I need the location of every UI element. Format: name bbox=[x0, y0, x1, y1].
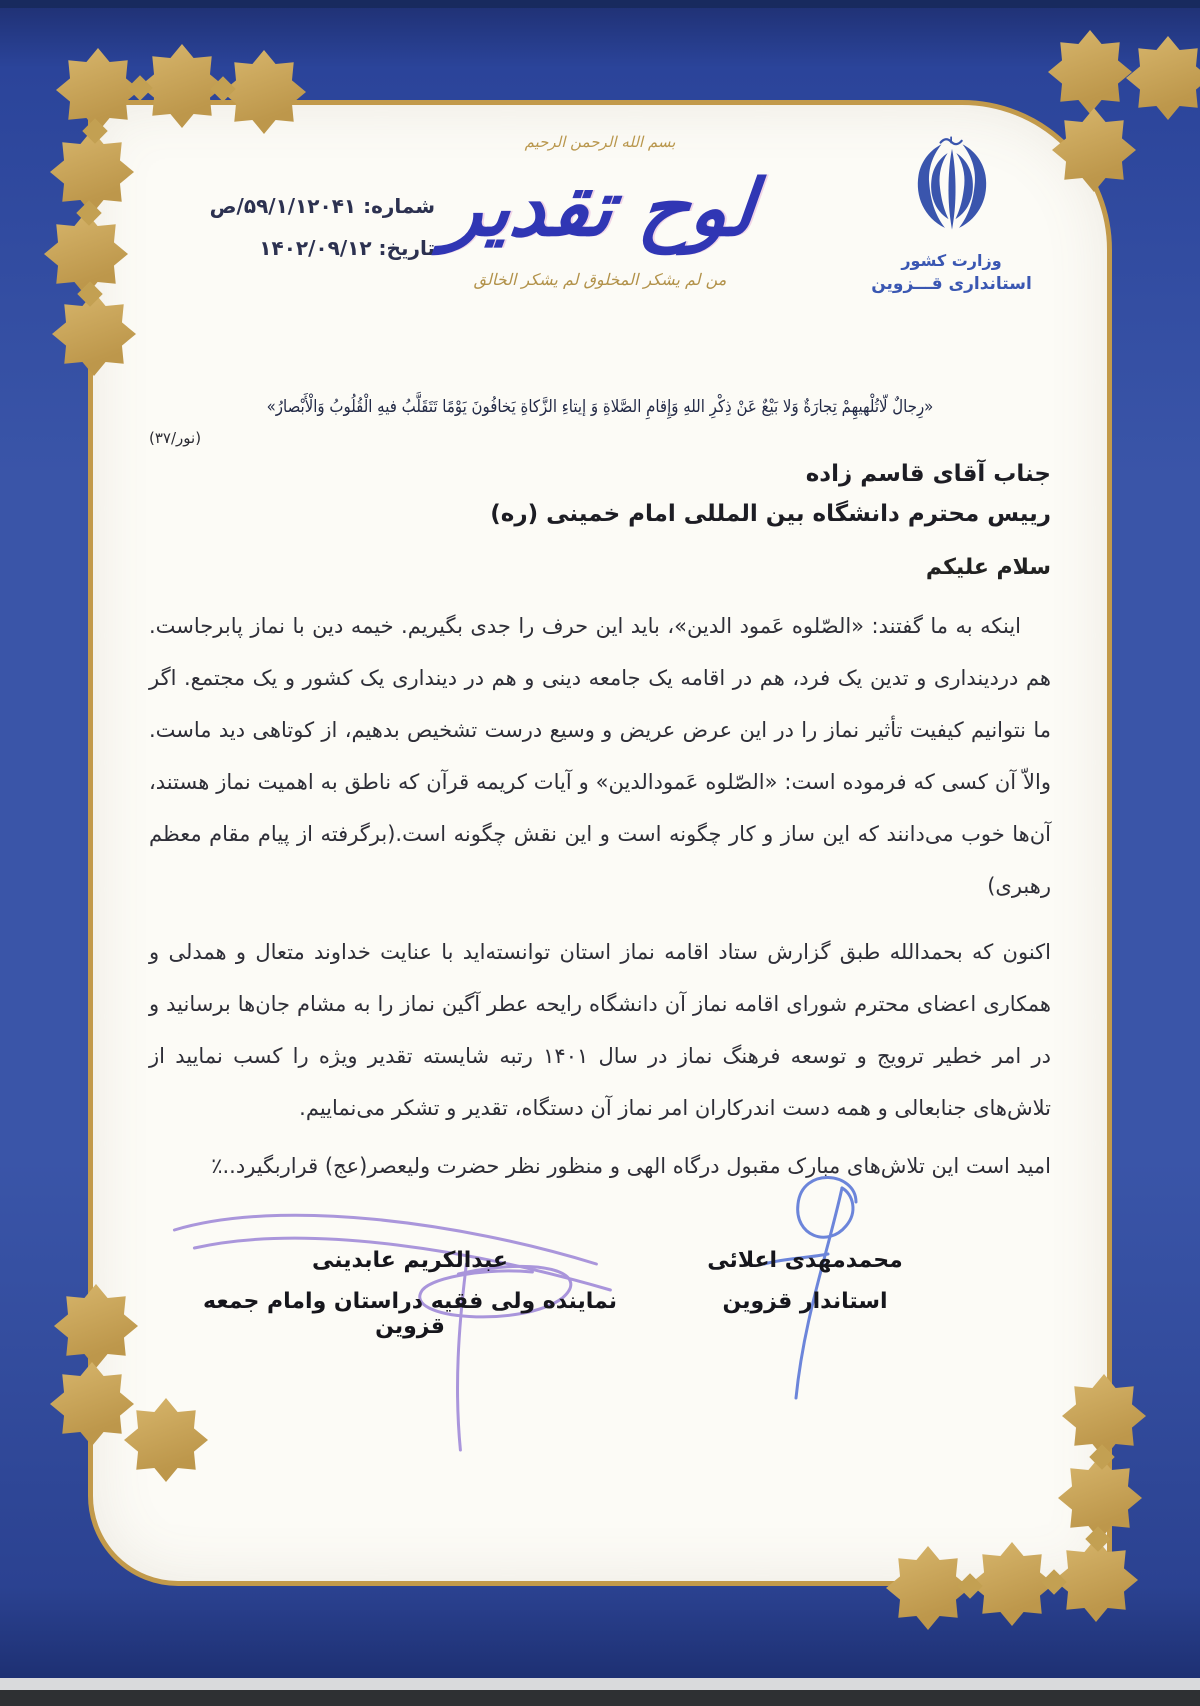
star-icon bbox=[1052, 108, 1136, 192]
letter-content bbox=[149, 397, 1051, 1404]
body-paragraph-2: اکنون که بحمدالله طبق گزارش ستاد اقامه نماز استان توانسته‌اید با عنایت خداوند متعال و همدلی و همکاری اعضای محترم شورای اقامه نماز آن دانشگاه رایحه عطر آگین نماز را به مشام جان‌ها برسانید و در امر خطیر ترویج و توسعه فرهنگ نماز در سال ۱۴۰۱ رتبه شایسته تقدیر ویژه را کسب نمایید از تلاش‌های جنابعالی و همه دست اندرکاران امر نماز آن دستگاه، تقدیر و تشکر می‌نماییم. bbox=[149, 940, 1051, 1120]
issuer-block bbox=[854, 135, 1049, 294]
governor-title: استاندار قزوین bbox=[722, 1289, 888, 1314]
scan-edge-top bbox=[0, 0, 1200, 8]
date-label: تاریخ: bbox=[378, 236, 435, 260]
signature-block-representative bbox=[185, 1248, 635, 1339]
verse-reference: (نور/۳۷) bbox=[149, 429, 202, 447]
corner-ornament-bottom-right bbox=[860, 1350, 1160, 1650]
star-icon bbox=[886, 1546, 970, 1630]
governorate-name: استانداری قـــزوین bbox=[871, 274, 1032, 294]
recipient-name: جناب آقای قاسم زاده bbox=[805, 461, 1051, 487]
corner-ornament-top-left bbox=[40, 40, 360, 400]
star-icon bbox=[54, 1284, 138, 1368]
scan-edge-light bbox=[0, 1678, 1200, 1690]
ministry-name: وزارت کشور bbox=[901, 251, 1002, 270]
star-icon bbox=[56, 48, 140, 132]
star-icon bbox=[1048, 30, 1132, 114]
star-icon bbox=[50, 130, 134, 214]
scan-edge-dark bbox=[0, 1690, 1200, 1706]
bismillah-calligraphy: بسم الله الرحمن الرحیم bbox=[524, 133, 676, 151]
star-icon bbox=[124, 1398, 208, 1482]
governor-name: محمدمهدی اعلائی bbox=[707, 1248, 903, 1273]
quran-verse: «رِجالٌ لّاتُلْهیهِمْ تِجارَةٌ وَلا بَیْعٌ عَنْ ذِکْرِ اللهِ وَإِقامِ الصَّلاةِ وَ إیتاءِ الزَّکاةِ یَخافُونَ یَوْمًا تَتَقَلَّبُ فیهِ الْقُلُوبُ وَالْأَبْصارُ» bbox=[266, 397, 934, 417]
salutation: سلام علیکم bbox=[925, 555, 1051, 580]
star-icon bbox=[52, 292, 136, 376]
representative-name: عبدالکریم عابدینی bbox=[312, 1248, 508, 1273]
star-icon bbox=[50, 1362, 134, 1446]
body-paragraph-3: امید است این تلاش‌های مبارک مقبول درگاه الهی و منظور نظر حضرت ولیعصر(عج) قراربگیرد..٪ bbox=[211, 1154, 1051, 1178]
recipient-title: رییس محترم دانشگاه بین المللی امام خمینی (ره) bbox=[490, 501, 1051, 527]
header-calligraphy bbox=[385, 131, 815, 289]
iran-national-emblem-icon bbox=[908, 135, 996, 239]
hadith-calligraphy: من لم یشکر المخلوق لم یشکر الخالق bbox=[473, 270, 727, 290]
star-icon bbox=[222, 50, 306, 134]
signature-block-governor bbox=[655, 1248, 955, 1314]
number-value: ۵۹/۱/۱۲۰۴۱/ص bbox=[209, 194, 357, 218]
representative-title: نماینده ولی فقیه دراستان وامام جمعه قزوین bbox=[203, 1289, 617, 1339]
date-value: ۱۴۰۲/۰۹/۱۲ bbox=[259, 236, 372, 260]
star-icon bbox=[1126, 36, 1200, 120]
body-paragraph-1: اینکه به ما گفتند: «الصّلوه عَمود الدین»، باید این حرف را جدی بگیریم. خیمه دین با نماز پابرجاست. هم دردینداری و تدین یک فرد، هم در اقامه یک جامعه دینی و هم در دینداری یک کشور و یک مجتمع. اگر ما نتوانیم کیفیت تأثیر نماز را در این عرض عریض و وسیع درست تشخیص بدهیم، از کوتاهی دید ماست. والاّ آن کسی که فرموده است: «الصّلوه عَمودالدین» و آیات کریمه قرآن که ناطق به اهمیت نماز هستند، آن‌ها خوب می‌دانند که این ساز و کار چگونه است و این نقش چگونه است.(برگرفته از پیام مقام معظم رهبری) bbox=[149, 614, 1051, 898]
star-icon bbox=[970, 1542, 1054, 1626]
corner-ornament-top-right bbox=[1040, 20, 1200, 220]
certificate-title: لوح تقدیر bbox=[441, 164, 759, 255]
number-label: شماره: bbox=[363, 194, 435, 218]
